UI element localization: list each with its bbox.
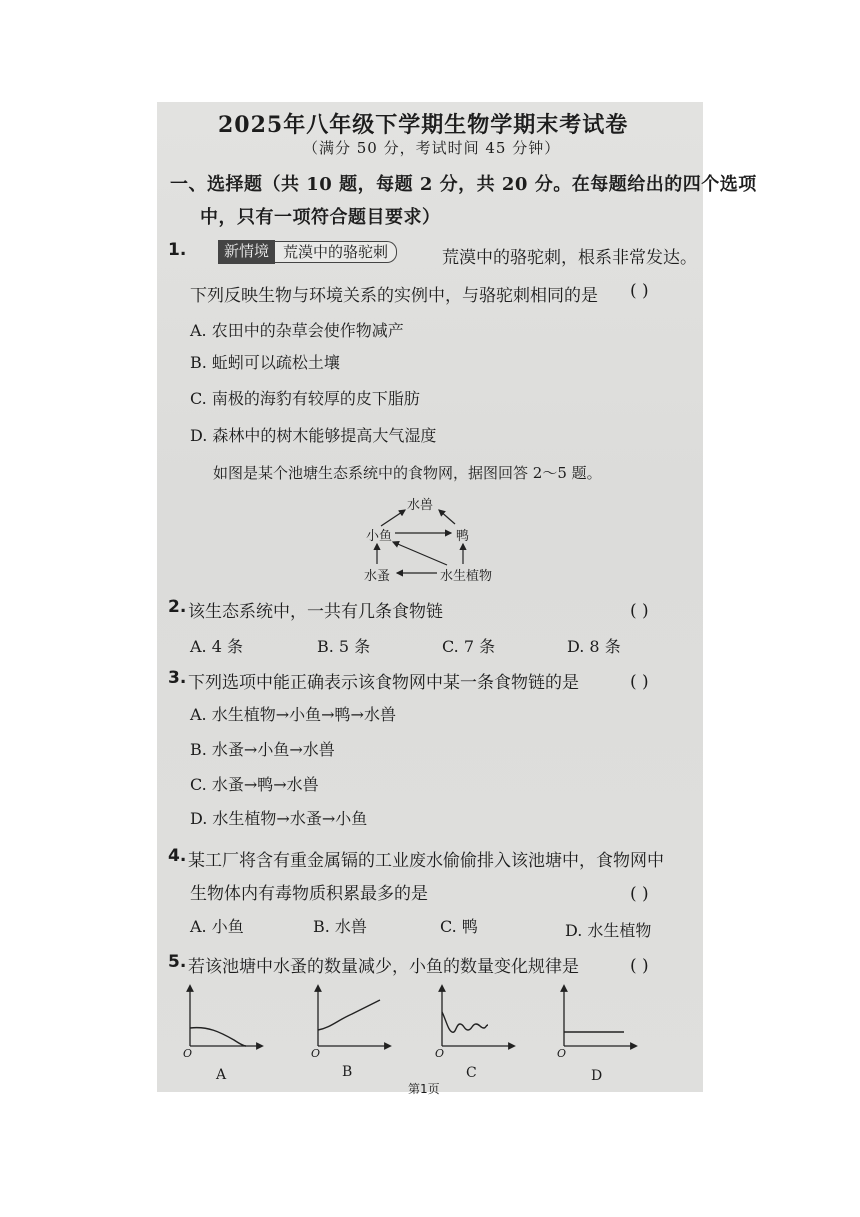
question-stem: 下列选项中能正确表示该食物网中某一条食物链的是 bbox=[188, 673, 579, 693]
page-number: 第1页 bbox=[408, 1082, 440, 1096]
answer-blank[interactable]: ( ) bbox=[630, 956, 649, 976]
graph-label-d: D bbox=[591, 1068, 603, 1084]
curve-b bbox=[318, 1000, 380, 1030]
question-stem: 生物体内有毒物质积累最多的是 bbox=[190, 884, 428, 904]
option-b: B. 水兽 bbox=[313, 917, 367, 936]
question-stem: 荒漠中的骆驼刺，根系非常发达。 bbox=[442, 248, 697, 268]
option-a: A. 农田中的杂草会使作物减产 bbox=[190, 321, 404, 340]
node-water-plant: 水生植物 bbox=[440, 569, 493, 584]
graph-a bbox=[190, 988, 260, 1046]
node-water-beast: 水兽 bbox=[407, 498, 434, 513]
context-tag bbox=[218, 240, 397, 264]
question-number: 3. bbox=[168, 668, 187, 688]
option-c: C. 水蚤→鸭→水兽 bbox=[190, 775, 319, 794]
option-b: B. 5 条 bbox=[317, 637, 371, 656]
question-number: 5. bbox=[168, 952, 187, 972]
food-web-intro: 如图是某个池塘生态系统中的食物网，据图回答 2～5 题。 bbox=[213, 464, 602, 482]
graph-label-b: B bbox=[342, 1064, 353, 1080]
question-stem: 该生态系统中，一共有几条食物链 bbox=[188, 602, 443, 622]
graph-d bbox=[564, 988, 634, 1046]
arrow-duck-to-beast bbox=[439, 510, 455, 524]
question-number: 4. bbox=[168, 846, 187, 866]
origin-label-a: O bbox=[183, 1047, 193, 1060]
option-a: A. 水生植物→小鱼→鸭→水兽 bbox=[190, 705, 396, 724]
section-heading-line2: 中，只有一项符合题目要求） bbox=[200, 207, 441, 228]
option-d: D. 水生植物→水蚤→小鱼 bbox=[190, 809, 368, 828]
arrow-plant-to-fish bbox=[393, 542, 447, 565]
context-tag-topic: 荒漠中的骆驼刺 bbox=[275, 241, 397, 263]
option-d: D. 森林中的树木能够提高大气湿度 bbox=[190, 426, 437, 445]
answer-blank[interactable]: ( ) bbox=[630, 281, 649, 301]
origin-label-b: O bbox=[311, 1047, 321, 1060]
option-c: C. 南极的海豹有较厚的皮下脂肪 bbox=[190, 389, 420, 408]
option-b: B. 蚯蚓可以疏松土壤 bbox=[190, 353, 340, 372]
exam-subtitle: （满分 50 分，考试时间 45 分钟） bbox=[303, 139, 561, 157]
option-d: D. 水生植物 bbox=[565, 921, 652, 940]
option-a: A. 小鱼 bbox=[190, 917, 244, 936]
graph-c bbox=[442, 988, 512, 1046]
graph-label-c: C bbox=[466, 1065, 477, 1081]
answer-blank[interactable]: ( ) bbox=[630, 601, 649, 621]
answer-blank[interactable]: ( ) bbox=[630, 672, 649, 692]
node-duck: 鸭 bbox=[456, 529, 470, 544]
question-number: 2. bbox=[168, 597, 187, 617]
option-a: A. 4 条 bbox=[190, 637, 243, 656]
section-heading-line1: 一、选择题（共 10 题，每题 2 分，共 20 分。在每题给出的四个选项 bbox=[170, 174, 757, 195]
graph-b bbox=[318, 988, 388, 1046]
node-small-fish: 小鱼 bbox=[366, 529, 393, 544]
option-c: C. 鸭 bbox=[440, 917, 478, 936]
exam-title: 2025年八年级下学期生物学期末考试卷 bbox=[218, 112, 629, 138]
question-stem: 某工厂将含有重金属镉的工业废水偷偷排入该池塘中，食物网中 bbox=[188, 851, 664, 871]
option-c: C. 7 条 bbox=[442, 637, 496, 656]
population-graphs bbox=[180, 982, 640, 1062]
node-water-flea: 水蚤 bbox=[364, 569, 391, 584]
origin-label-d: O bbox=[557, 1047, 567, 1060]
origin-label-c: O bbox=[435, 1047, 445, 1060]
answer-blank[interactable]: ( ) bbox=[630, 884, 649, 904]
option-d: D. 8 条 bbox=[567, 637, 621, 656]
graph-label-a: A bbox=[216, 1067, 227, 1083]
question-number: 1. bbox=[168, 240, 187, 260]
curve-a bbox=[190, 1028, 246, 1046]
option-b: B. 水蚤→小鱼→水兽 bbox=[190, 740, 335, 759]
arrow-fish-to-beast bbox=[381, 510, 405, 526]
context-tag-label: 新情境 bbox=[218, 240, 275, 264]
question-stem: 若该池塘中水蚤的数量减少，小鱼的数量变化规律是 bbox=[188, 957, 579, 977]
question-stem: 下列反映生物与环境关系的实例中，与骆驼刺相同的是 bbox=[190, 286, 598, 306]
curve-c bbox=[442, 1012, 488, 1032]
